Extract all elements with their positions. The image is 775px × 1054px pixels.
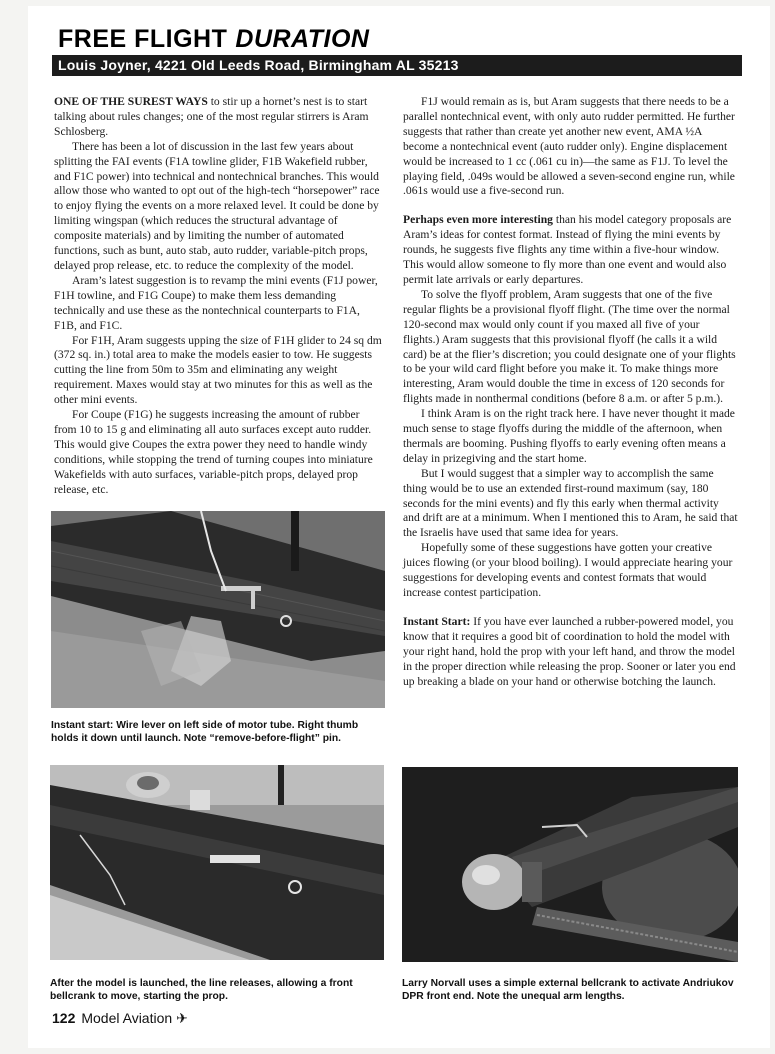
left-column-text	[54, 95, 384, 505]
column-title	[58, 25, 718, 55]
paragraph-text: If you have ever launched a rubber-powered model, you know that it requires a good bit of coordination to hold the model with your right hand, hold the prop with your left hand, and throw the model in the proper direction while releasing the prop. Sooner or later you end up breaking a blade on your hand or otherwise botching the launch.	[403, 614, 736, 688]
paragraph	[403, 615, 738, 690]
title-free-flight: FREE FLIGHT	[58, 25, 228, 53]
paragraph: F1J would remain as is, but Aram suggests that there needs to be a parallel nontechnical event, with only auto rudder permitted. He further suggests that rather than create yet another new event, AMA ½A become a nontechnical event (auto rudder only). Engine displacement would be increased to 1 cc (.061 cu in)—the same as F1J. To level the playing field, .049s would be allowed a seven-second engine run, while .061s would use a five-second run.	[403, 95, 735, 198]
photo-external-bellcrank	[402, 767, 738, 962]
lead-in: Instant Start:	[403, 614, 471, 628]
caption-photo3: Larry Norvall uses a simple external bellcrank to activate Andriukov DPR front end. Note the unequal arm lengths.	[402, 978, 734, 1002]
page-footer	[52, 1010, 252, 1030]
paragraph: There has been a lot of discussion in the last few years about splitting the FAI events (F1A towline glider, F1B Wakefield rubber, and F1C power) into technical and nontechnical branches. This would allow those who wanted to opt out of the high-tech “horsepower” race to enjoy flying the events on a more relaxed level. It could be done by limiting wingspan (which reduces the structural advantage of composite materials) and by limiting the number of automated functions, such as bunt, auto stab, auto rudder, variable-pitch props, delayed prop release, etc. to reduce the complexity of the model.	[54, 139, 380, 272]
lead-in: Perhaps even more interesting	[403, 213, 553, 227]
right-column-text	[403, 95, 738, 755]
paragraph	[403, 213, 738, 288]
airplane-icon: ✈	[176, 1010, 188, 1026]
caption-photo1: Instant start: Wire lever on left side of motor tube. Right thumb holds it down until launch. Note “remove-before-flight” pin.	[51, 720, 359, 744]
magazine-name: Model Aviation	[81, 1010, 173, 1026]
author-address-bar: Louis Joyner, 4221 Old Leeds Road, Birmingham AL 35213	[52, 55, 742, 76]
photo-front-bellcrank	[50, 765, 384, 960]
page-number: 122	[52, 1010, 76, 1026]
photo-motor-tube-lever	[51, 511, 385, 708]
paragraph: But I would suggest that a simpler way to accomplish the same thing would be to use an extended first-round maximum (say, 180 seconds for the mini events) and fly this early when thermal activity and drift are at a minimum. When I mentioned this to Aram, he said that the Israelis have used that same idea for years.	[403, 466, 738, 540]
paragraph	[54, 95, 384, 140]
title-duration: DURATION	[235, 25, 370, 53]
paragraph: I think Aram is on the right track here. I have never thought it made much sense to stage flyoffs during the middle of the afternoon, when thermals are booming. Pushing flyoffs to early evening often means a delay in prizegiving and the start home.	[403, 407, 735, 465]
paragraph: For Coupe (F1G) he suggests increasing the amount of rubber from 10 to 15 g and eliminating all auto surfaces except auto rudder. This would give Coupes the extra power they need to handle windy conditions, while stopping the trend of turning coupes into miniature Wakefields with auto surfaces, variable-pitch props, delayed prop release, etc.	[54, 408, 373, 496]
paragraph-text: than his model category proposals are Aram’s ideas for contest format. Instead of flying the mini events by rounds, he suggests five flights any time within a five-hour window. This would allow someone to fly more than one event and would also permit late arrivals or early departures.	[403, 213, 732, 286]
paragraph: Hopefully some of these suggestions have gotten your creative juices flowing (or your blood boiling). I would appreciate hearing your suggestions for developing events and contest formats that would increase contest participation.	[403, 541, 733, 599]
paragraph: Aram’s latest suggestion is to revamp the mini events (F1J power, F1H towline, and F1G Coupe) to make them less demanding technically and use these as the nontechnical counterparts to F1A, F1B, and F1C.	[54, 273, 378, 332]
paragraph: To solve the flyoff problem, Aram suggests that one of the five regular flights be a provisional flyoff flight. (The time over the normal 120-second max would only count if you maxed all five of your flights.) Aram suggests that this provisional flyoff (he calls it a wild card) be at the flier’s discretion; you could designate one of your flights to be your wild card flight before you make it. To make things more interesting, Aram would double the time in excess of 120 seconds for flights made in nonthermal conditions (before 8 a.m. or after 5 p.m.).	[403, 287, 736, 406]
caption-photo2: After the model is launched, the line releases, allowing a front bellcrank to move, starting the prop.	[50, 978, 353, 1002]
lead-in: ONE OF THE SUREST WAYS	[54, 95, 208, 108]
paragraph: For F1H, Aram suggests upping the size of F1H glider to 24 sq dm (372 sq. in.) total area to make the models easier to tow. He suggests cutting the line from 50m to 35m and eliminating any weight requirement. Maxes would stay at two minutes for this as well as the other mini events.	[54, 333, 382, 407]
paragraph-text: to stir up a hornet’s nest is to start talking about rules changes; one of the most regular stirrers is Aram Schlosberg.	[54, 95, 369, 138]
